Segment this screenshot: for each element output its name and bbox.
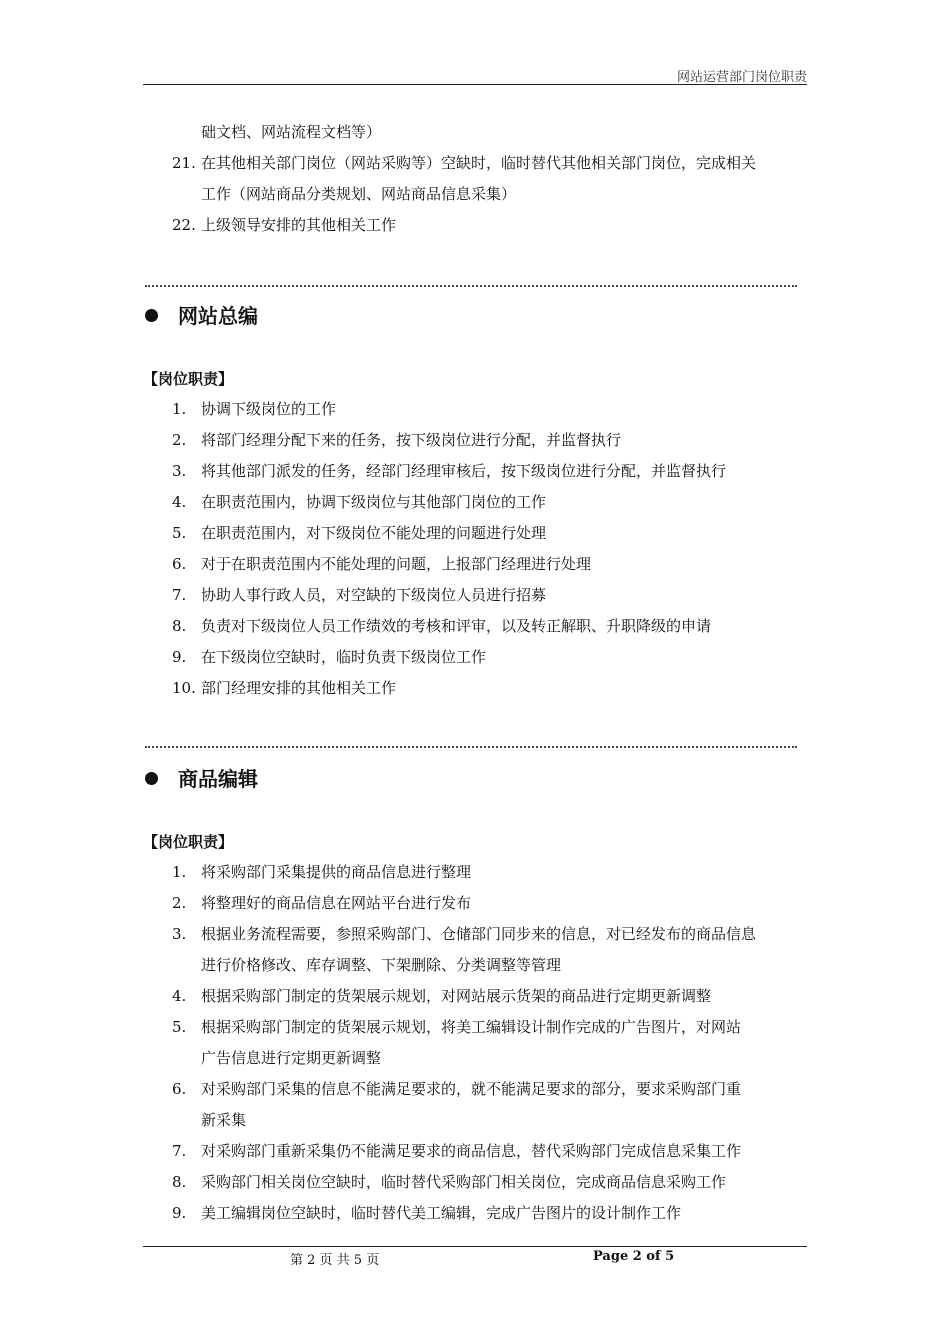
list-item xyxy=(143,580,807,611)
footer-rule xyxy=(143,1246,807,1247)
list-text: 将采购部门采集提供的商品信息进行整理 xyxy=(201,863,472,881)
list-number: 9. xyxy=(172,1204,187,1222)
list-item xyxy=(143,611,807,642)
list-text: 将其他部门派发的任务，经部门经理审核后，按下级岗位进行分配，并监督执行 xyxy=(201,462,727,480)
section-heading xyxy=(145,765,258,793)
list-item xyxy=(143,549,807,580)
section-title: 商品编辑 xyxy=(178,767,258,791)
list-number: 4. xyxy=(172,987,187,1005)
list-number: 7. xyxy=(172,1142,187,1160)
list-item xyxy=(143,425,807,456)
list-number: 4. xyxy=(172,493,187,511)
list-text: 负责对下级岗位人员工作绩效的考核和评审，以及转正解职、升职降级的申请 xyxy=(201,617,712,635)
continued-text: 础文档、网站流程文档等） xyxy=(201,123,382,141)
list-text: 上级领导安排的其他相关工作 xyxy=(201,216,397,234)
list-number: 8. xyxy=(172,617,187,635)
list-item xyxy=(143,981,807,1012)
list-number: 3. xyxy=(172,925,187,943)
list-item xyxy=(143,1136,807,1167)
list-number: 1. xyxy=(172,400,187,418)
list-text: 美工编辑岗位空缺时，临时替代美工编辑，完成广告图片的设计制作工作 xyxy=(201,1204,682,1222)
list-item xyxy=(143,919,807,981)
list-text: 根据采购部门制定的货架展示规划，对网站展示货架的商品进行定期更新调整 xyxy=(201,987,712,1005)
list-text: 在下级岗位空缺时，临时负责下级岗位工作 xyxy=(201,648,487,666)
list-number: 6. xyxy=(172,555,187,573)
list-text: 在职责范围内，协调下级岗位与其他部门岗位的工作 xyxy=(201,493,547,511)
list-number: 8. xyxy=(172,1173,187,1191)
page-header-title: 网站运营部门岗位职责 xyxy=(676,70,807,85)
dotted-separator xyxy=(145,746,797,748)
list-number: 22. xyxy=(172,216,196,234)
list-item xyxy=(143,642,807,673)
list-number: 2. xyxy=(172,894,187,912)
list-text: 部门经理安排的其他相关工作 xyxy=(201,679,397,697)
list-number: 6. xyxy=(172,1080,187,1098)
section-title: 网站总编 xyxy=(178,304,258,328)
duties-label: 【岗位职责】 xyxy=(143,370,234,388)
list-text: 对采购部门重新采集仍不能满足要求的商品信息，替代采购部门完成信息采集工作 xyxy=(201,1142,742,1160)
list-item xyxy=(143,210,807,241)
list-item xyxy=(143,148,807,210)
list-text: 将整理好的商品信息在网站平台进行发布 xyxy=(201,894,472,912)
list-text: 根据业务流程需要，参照采购部门、仓储部门同步来的信息，对已经发布的商品信息 进行价格修改、库存调整、下架删除、分类调整等管理 xyxy=(201,925,757,974)
footer-page-cn: 第 2 页 共 5 页 xyxy=(290,1253,380,1268)
list-text: 在其他相关部门岗位（网站采购等）空缺时，临时替代其他相关部门岗位，完成相关 工作（网站商品分类规划、网站商品信息采集） xyxy=(201,154,757,203)
list-number: 1. xyxy=(172,863,187,881)
list-item xyxy=(143,673,807,704)
list-item xyxy=(143,518,807,549)
list-item xyxy=(143,1167,807,1198)
list-item xyxy=(143,1074,807,1136)
section-heading xyxy=(145,302,258,330)
list-text: 将部门经理分配下来的任务，按下级岗位进行分配，并监督执行 xyxy=(201,431,622,449)
list-number: 3. xyxy=(172,462,187,480)
list-text: 对采购部门采集的信息不能满足要求的，就不能满足要求的部分，要求采购部门重 新采集 xyxy=(201,1080,742,1129)
list-number: 10. xyxy=(172,679,196,697)
bullet-icon xyxy=(145,309,158,322)
list-text: 采购部门相关岗位空缺时，临时替代采购部门相关岗位，完成商品信息采购工作 xyxy=(201,1173,727,1191)
list-number: 21. xyxy=(172,154,196,172)
list-item xyxy=(143,456,807,487)
list-text: 协调下级岗位的工作 xyxy=(201,400,337,418)
dotted-separator xyxy=(145,285,797,287)
list-item xyxy=(143,888,807,919)
list-item xyxy=(143,394,807,425)
list-item xyxy=(143,487,807,518)
list-number: 7. xyxy=(172,586,187,604)
list-number: 5. xyxy=(172,1018,187,1036)
list-number: 9. xyxy=(172,648,187,666)
bullet-icon xyxy=(145,772,158,785)
list-item xyxy=(143,1198,807,1229)
footer-page-en: Page 2 of 5 xyxy=(593,1249,675,1264)
list-text: 在职责范围内，对下级岗位不能处理的问题进行处理 xyxy=(201,524,547,542)
list-number: 2. xyxy=(172,431,187,449)
list-text: 根据采购部门制定的货架展示规划，将美工编辑设计制作完成的广告图片，对网站 广告信息进行定期更新调整 xyxy=(201,1018,742,1067)
list-item xyxy=(143,857,807,888)
header-rule xyxy=(143,84,807,85)
list-text: 对于在职责范围内不能处理的问题，上报部门经理进行处理 xyxy=(201,555,592,573)
duties-label: 【岗位职责】 xyxy=(143,833,234,851)
list-number: 5. xyxy=(172,524,187,542)
list-item xyxy=(143,1012,807,1074)
list-text: 协助人事行政人员，对空缺的下级岗位人员进行招募 xyxy=(201,586,547,604)
